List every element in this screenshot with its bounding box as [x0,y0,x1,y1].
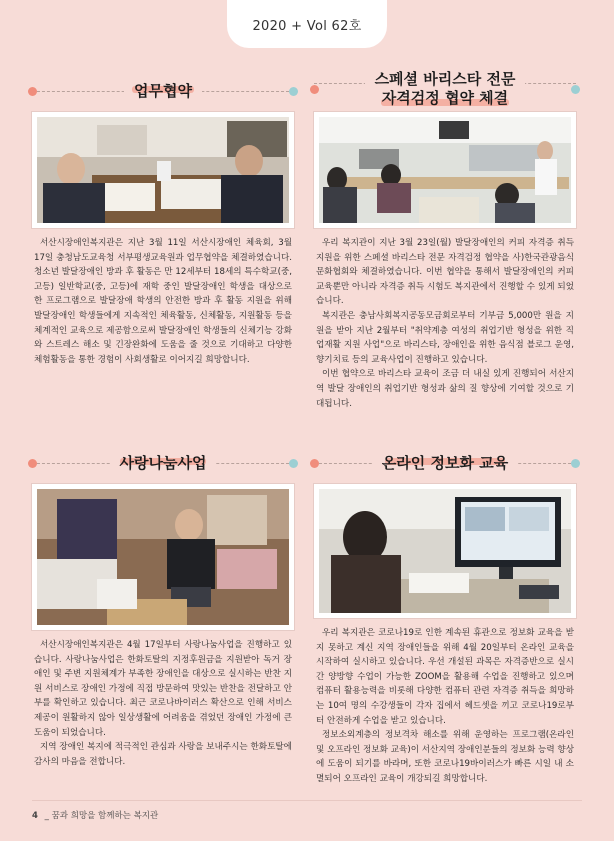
delivery-photo-image [37,489,289,625]
section-title-wrap [365,70,526,108]
page-footer [32,809,158,821]
article-body [32,236,294,367]
section-title-line1: 스페셜 바리스타 전문 [374,70,516,88]
section-header [32,74,294,108]
paragraph: 우리 복지관이 지난 3월 23일(월) 발달장애인의 커피 자격증 취득지원을 위한 스페셜 바리스타 전문 자격검정 협약을 사)한국관광음식문화협회와 체결하였습니다. 이번 협약을 통해서 발달장애인의 커피교육뿐만 아니라 자격증 취득 시험도 복지관에서 진행할 수 있게 되었습니다. [316,238,574,307]
section-title-wrap [124,82,202,101]
accent-dot-left [310,85,319,94]
footer-text: 꿈과 희망을 함께하는 복지관 [51,811,159,821]
section-title: 온라인 정보화 교육 [381,453,509,472]
accent-dot-right [289,87,298,96]
accent-dot-left [28,459,37,468]
volume-label: 2020 + Vol 62호 [252,18,362,34]
paragraph: 정보소외계층의 정보격차 해소를 위해 운영하는 프로그램(온라인 및 오프라인 정보화 교육)이 서산지역 장애인분들의 정보화 능력 향상에 도움이 되기를 바라며, 또한 코로나19바이러스가 빠른 시일 내 소멸되어 오프라인 교육이 개강되길 희망합니다. [316,730,574,784]
article-online-it-education [314,446,576,787]
paragraph: 서산시장애인복지관은 4월 17일부터 사랑나눔사업을 진행하고 있습니다. 사랑나눔사업은 한화토탈의 지정후원금을 지원받아 독거 장애인 및 주변 지원체계가 부족한 장애인을 대상으로 실시하는 반찬 지원 서비스로 장애인 가정에 직접 방문하여 맛있는 반찬을 전달하고 안부를 확인하고 있습니다. 최근 코로나바이러스 확산으로 인해 서비스 제공이 원활하지 않아 일상생활에 어려움을 겪었던 장애인 가정에 큰 도움이 되었습니다. [34,640,292,738]
photo-barista-class [314,112,576,228]
paragraph: 지역 장애인 복지에 적극적인 관심과 사랑을 보내주시는 한화토탈에 감사의 마음을 전합니다. [34,742,292,767]
signing-photo-image [37,117,289,223]
paragraph: 복지관은 충남사회복지공동모금회로부터 기부금 5,000만 원을 지원을 받아 지난 2월부터 "취약계층 여성의 취업기반 형성을 위한 직업재활 지원 사업"으로 바리스타, 장애인을 위한 음식점 블로그 운영, 향기치료 등의 교육사업이 진행하고 있습니다. [316,310,574,365]
photo-online-class [314,484,576,618]
photo-food-delivery [32,484,294,630]
article-body [314,626,576,787]
article-body [32,638,294,769]
article-business-agreement [32,74,294,367]
accent-dot-right [571,85,580,94]
article-love-sharing [32,446,294,769]
section-title-wrap [110,454,217,473]
article-body [314,236,576,411]
accent-dot-right [571,459,580,468]
section-header [32,446,294,480]
section-title-wrap [372,454,518,473]
paragraph: 서산시장애인복지관은 지난 3월 11일 서산시장애인 체육회, 3월 17일 충청남도교육청 서부평생교육원과 업무협약을 체결하였습니다. 청소년 발달장애인 방과 후 활동은 만 12세부터 18세의 특수학교(중, 고등) 일반학교(중, 고등)에 재학 중인 발달장애인 학생을 대상으로 한 프로그램으로 발달장애 학생의 안전한 방과 후 활동 지원을 위해 발달장애인 학생들에게 지속적인 체육활동, 신체활동, 지원활동 등을 체계적인 교육으로 제공함으로써 발달장애인 학생들의 신체기능 강화와 스트레스 해소 및 긴장완화에 도움을 줄 것으로 기대하고 다양한 체험활동을 통한 경험이 사회생활로 이어지길 희망합니다. [34,238,292,365]
accent-dot-left [310,459,319,468]
online-class-photo-image [319,489,571,613]
volume-tab [227,0,387,48]
section-header [314,446,576,480]
section-title-line2: 자격검정 협약 체결 [381,89,509,107]
paragraph: 이번 협약으로 바리스타 교육이 조금 더 내실 있게 진행되어 서산지역 발달 장애인의 취업기반 형성과 삶의 질 향상에 기여할 것으로 기대됩니다. [316,369,574,409]
section-title: 사랑나눔사업 [119,453,207,472]
section-header [314,66,576,112]
article-barista-agreement [314,66,576,411]
accent-dot-right [289,459,298,468]
footer-sep: _ [44,811,52,821]
photo-signing-ceremony [32,112,294,228]
paragraph: 우리 복지관은 코로나19로 인한 계속된 휴관으로 정보화 교육을 받지 못하고 계신 지역 장애인들을 위해 4월 20일부터 온라인 교육을 시작하여 실시하고 있습니다. 우선 개설된 과목은 자격증반으로 실시간 양방향 수업이 가능한 ZOOM을 활용해 수업을 진행하고 있으며 컴퓨터 활용능력을 비롯해 다양한 컴퓨터 관련 자격증 취득을 희망하는 10여 명의 수강생들이 각자 집에서 헤드셋을 끼고 코로나19로부터 안전하게 수업을 받고 있습니다. [316,628,574,726]
accent-dot-left [28,87,37,96]
footer-rule [32,800,582,801]
page-number: 4 [32,811,38,821]
barista-photo-image [319,117,571,223]
section-title: 업무협약 [134,81,192,100]
